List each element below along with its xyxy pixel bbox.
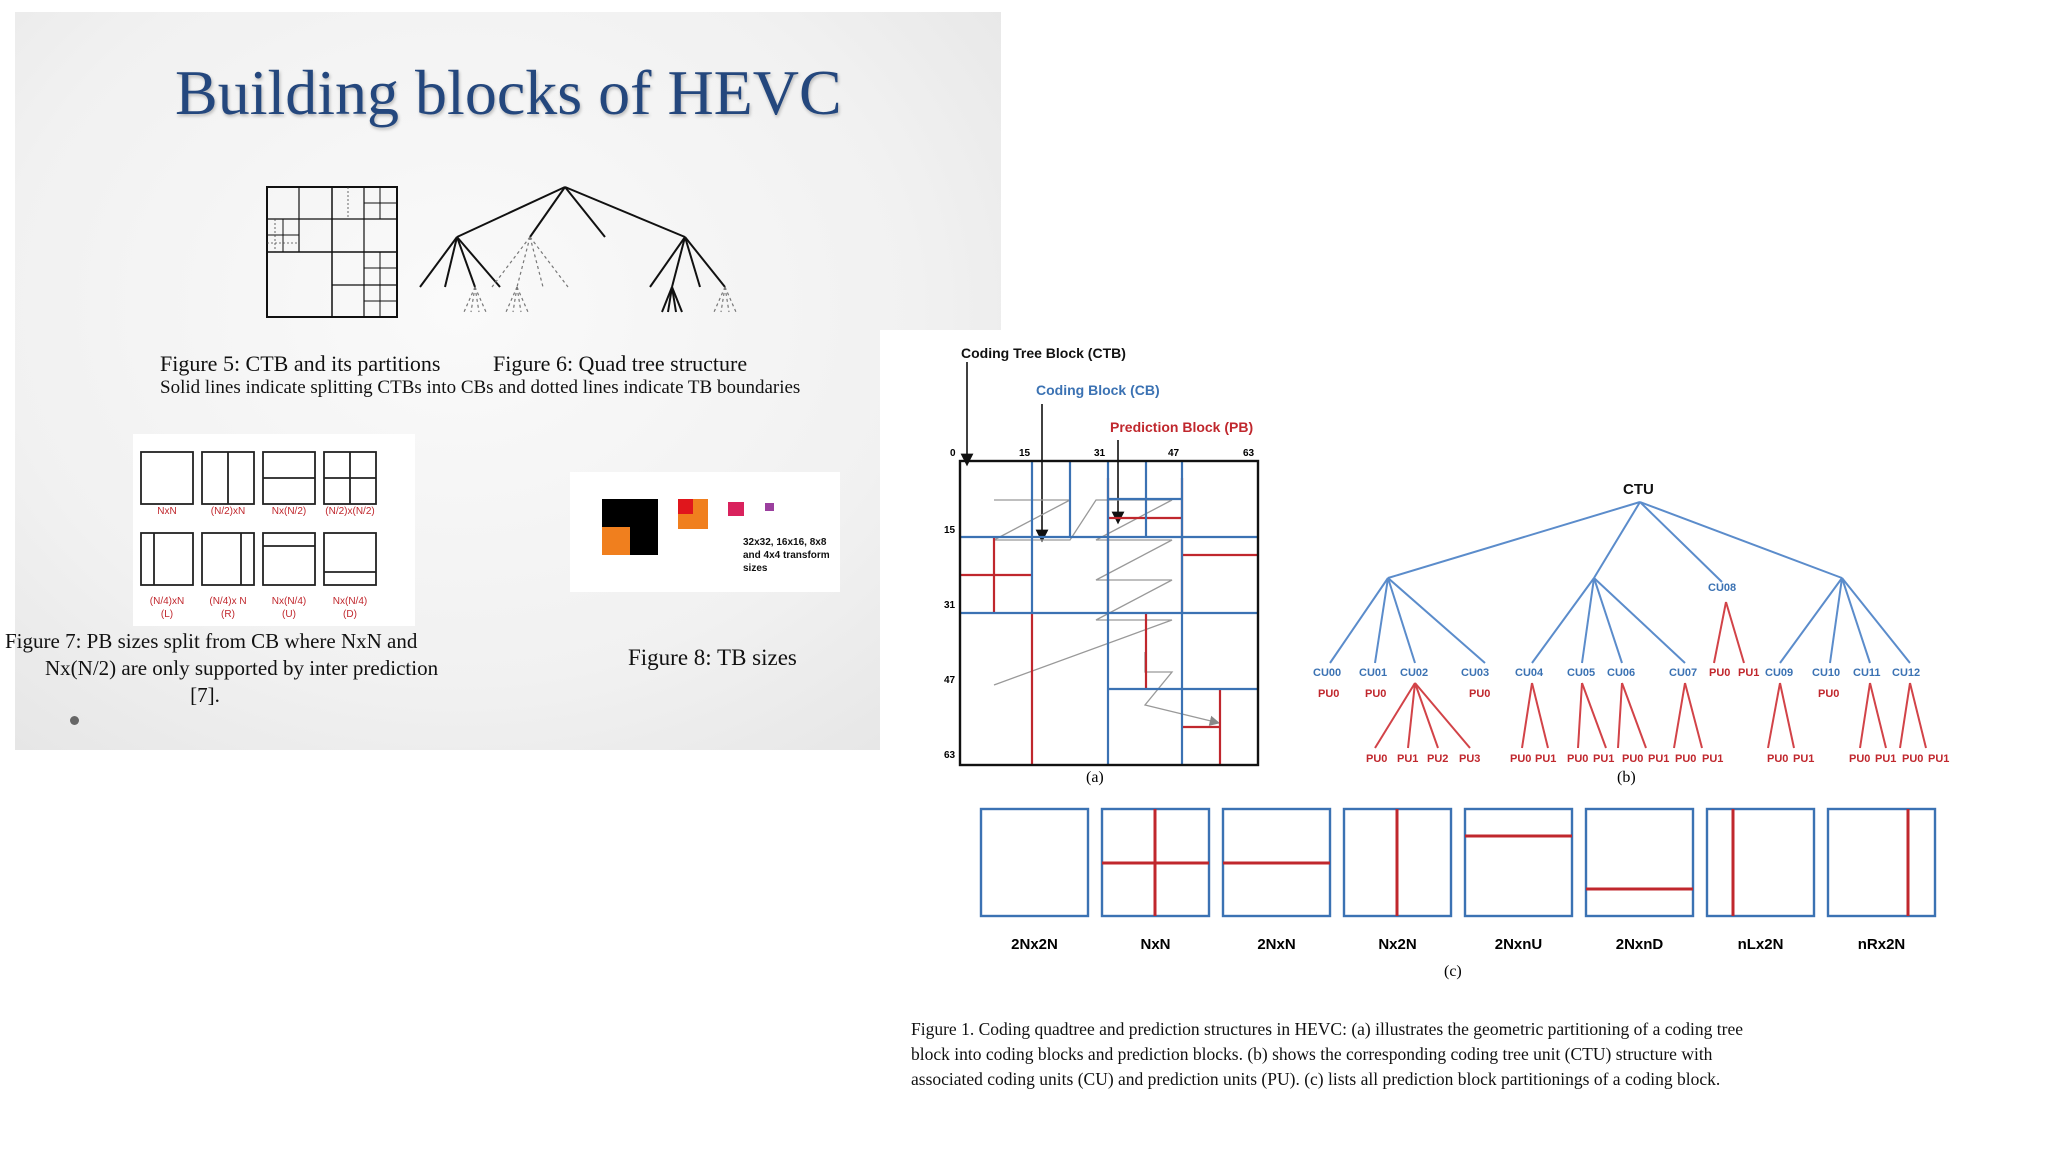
- cu11-label: CU11: [1853, 667, 1881, 679]
- pb-sizes-figure: [133, 434, 415, 626]
- x-tick-31: 31: [1094, 448, 1106, 459]
- pb-partitions-row: [975, 805, 1950, 925]
- cu04-label: CU04: [1515, 667, 1544, 679]
- subfigure-b-label: (b): [1617, 769, 1636, 786]
- pu-cu11-0: PU0: [1849, 753, 1871, 765]
- pb-label: Prediction Block (PB): [1110, 419, 1254, 435]
- figure-7-caption-line-2: Nx(N/2) are only supported by inter prediction: [45, 656, 439, 680]
- figure-7-caption: [5, 628, 439, 709]
- pu-cu06-1: PU1: [1648, 753, 1670, 765]
- pu-cu02-2: PU2: [1427, 753, 1449, 765]
- pb-label-nxn4-d-size: Nx(N/4): [332, 596, 368, 607]
- pu-cu02-3: PU3: [1459, 753, 1481, 765]
- pu-cu09-0: PU0: [1767, 753, 1789, 765]
- slide-title: Building blocks of HEVC: [175, 57, 842, 128]
- x-tick-0: 0: [950, 448, 956, 459]
- pu-cu07-0: PU0: [1675, 753, 1697, 765]
- cu08-label: CU08: [1708, 582, 1737, 594]
- pu1-under-cu08: PU1: [1738, 667, 1760, 679]
- subfigure-a-label: (a): [1086, 769, 1104, 786]
- pu-cu05-1: PU1: [1593, 753, 1615, 765]
- pb-label-nxn4-d: [316, 595, 384, 621]
- pb-label-n2xn2: (N/2)x(N/2): [325, 506, 375, 517]
- partition-label-nxn: NxN: [1140, 936, 1171, 953]
- figure-6-caption: Figure 6: Quad tree structure: [493, 351, 748, 376]
- tb-sizes-note: [743, 536, 830, 575]
- partition-label-nx2n: Nx2N: [1378, 936, 1417, 953]
- pb-label-n4xn-l-size: (N/4)xN: [149, 596, 185, 607]
- pb-label-nxn2: Nx(N/2): [271, 506, 307, 517]
- cu10-label: CU10: [1812, 667, 1841, 679]
- pu-cu06-0: PU0: [1622, 753, 1644, 765]
- x-tick-63: 63: [1243, 448, 1255, 459]
- partition-label-2nx2n: 2Nx2N: [1011, 936, 1058, 953]
- quad-tree-figure: [400, 172, 760, 322]
- cu12-label: CU12: [1892, 667, 1921, 679]
- tb-note-line-3: sizes: [743, 563, 768, 574]
- cu02-label: CU02: [1400, 667, 1429, 679]
- ctb-partition-figure: [250, 172, 400, 322]
- figure-1-caption: [911, 1017, 1743, 1092]
- pb-label-n2xn: (N/2)xN: [210, 506, 246, 517]
- ctu-label: CTU: [1623, 481, 1654, 498]
- ctb-partition-grid: [950, 360, 1270, 770]
- pb-label-n4xn-r: [194, 595, 262, 621]
- y-tick-47: 47: [944, 675, 956, 686]
- pu-cu05-0: PU0: [1567, 753, 1589, 765]
- cb-label: Coding Block (CB): [1036, 382, 1160, 398]
- pu0-under-cu08: PU0: [1709, 667, 1731, 679]
- pb-label-nxn4-u-pos: (U): [282, 609, 296, 620]
- partition-label-nrx2n: nRx2N: [1857, 936, 1906, 953]
- figure-7-caption-line-1: Figure 7: PB sizes split from CB where NxN and: [5, 629, 418, 653]
- partition-label-2nxnu: 2NxnU: [1494, 936, 1543, 953]
- figure-1-caption-line-2: block into coding blocks and prediction blocks. (b) shows the corresponding coding tree unit (CTU) structure with: [911, 1044, 1713, 1064]
- pu-cu07-1: PU1: [1702, 753, 1724, 765]
- pu-cu11-1: PU1: [1875, 753, 1897, 765]
- cu06-label: CU06: [1607, 667, 1636, 679]
- figure-5-6-note: Solid lines indicate splitting CTBs into CBs and dotted lines indicate TB boundaries: [160, 377, 801, 398]
- pb-label-nxn4-d-pos: (D): [343, 609, 357, 620]
- y-tick-15: 15: [944, 525, 956, 536]
- pb-label-n4xn-l: [133, 595, 201, 621]
- tb-note-line-1: 32x32, 16x16, 8x8: [743, 537, 827, 548]
- pb-label-n4xn-l-pos: (L): [160, 609, 174, 620]
- pu-cu02-0: PU0: [1366, 753, 1388, 765]
- figure-8-caption: Figure 8: TB sizes: [628, 645, 797, 670]
- pu-cu12-0: PU0: [1902, 753, 1924, 765]
- pb-label-n4xn-r-pos: (R): [221, 609, 235, 620]
- ctu-tree: [1300, 480, 1980, 780]
- partition-label-2nxnd: 2NxnD: [1615, 936, 1664, 953]
- cu00-label: CU00: [1313, 667, 1342, 679]
- pu-under-cu03: PU0: [1469, 688, 1491, 700]
- pb-label-nxn4-u-size: Nx(N/4): [271, 596, 307, 607]
- pu-under-cu01: PU0: [1365, 688, 1387, 700]
- figure-1-caption-line-3: associated coding units (CU) and prediction units (PU). (c) lists all prediction block partitionings of a coding block.: [911, 1069, 1721, 1089]
- partition-label-nlx2n: nLx2N: [1737, 936, 1784, 953]
- figure-5-caption: Figure 5: CTB and its partitions: [160, 351, 441, 376]
- ctb-label: Coding Tree Block (CTB): [961, 345, 1126, 361]
- pb-label-nxn4-u: [255, 595, 323, 621]
- cu09-label: CU09: [1765, 667, 1794, 679]
- pu-cu09-1: PU1: [1793, 753, 1815, 765]
- figure-1-caption-line-1: Figure 1. Coding quadtree and prediction structures in HEVC: (a) illustrates the geometric partitioning of a coding tree: [911, 1019, 1743, 1039]
- pu-cu04-0: PU0: [1510, 753, 1532, 765]
- pb-label-n4xn-r-size: (N/4)x N: [209, 596, 247, 607]
- x-tick-15: 15: [1019, 448, 1031, 459]
- slide-bullet-dot: [70, 716, 79, 725]
- y-tick-63: 63: [944, 750, 956, 761]
- pu-under-cu10: PU0: [1818, 688, 1840, 700]
- pu-under-cu00: PU0: [1318, 688, 1340, 700]
- pb-label-nxn: NxN: [157, 506, 177, 517]
- subfigure-c-label: (c): [1444, 963, 1462, 980]
- partition-label-2nxn: 2NxN: [1257, 936, 1296, 953]
- x-tick-47: 47: [1168, 448, 1180, 459]
- y-tick-31: 31: [944, 600, 956, 611]
- tb-note-line-2: and 4x4 transform: [743, 550, 830, 561]
- cu05-label: CU05: [1567, 667, 1596, 679]
- figure-7-caption-line-3: [7].: [190, 683, 220, 707]
- pu-cu04-1: PU1: [1535, 753, 1557, 765]
- cu03-label: CU03: [1461, 667, 1490, 679]
- tb-sizes-figure: [570, 472, 840, 592]
- cu01-label: CU01: [1359, 667, 1388, 679]
- presentation-slide: [5, 12, 1001, 750]
- pu-cu02-1: PU1: [1397, 753, 1419, 765]
- cu07-label: CU07: [1669, 667, 1698, 679]
- pu-cu12-1: PU1: [1928, 753, 1950, 765]
